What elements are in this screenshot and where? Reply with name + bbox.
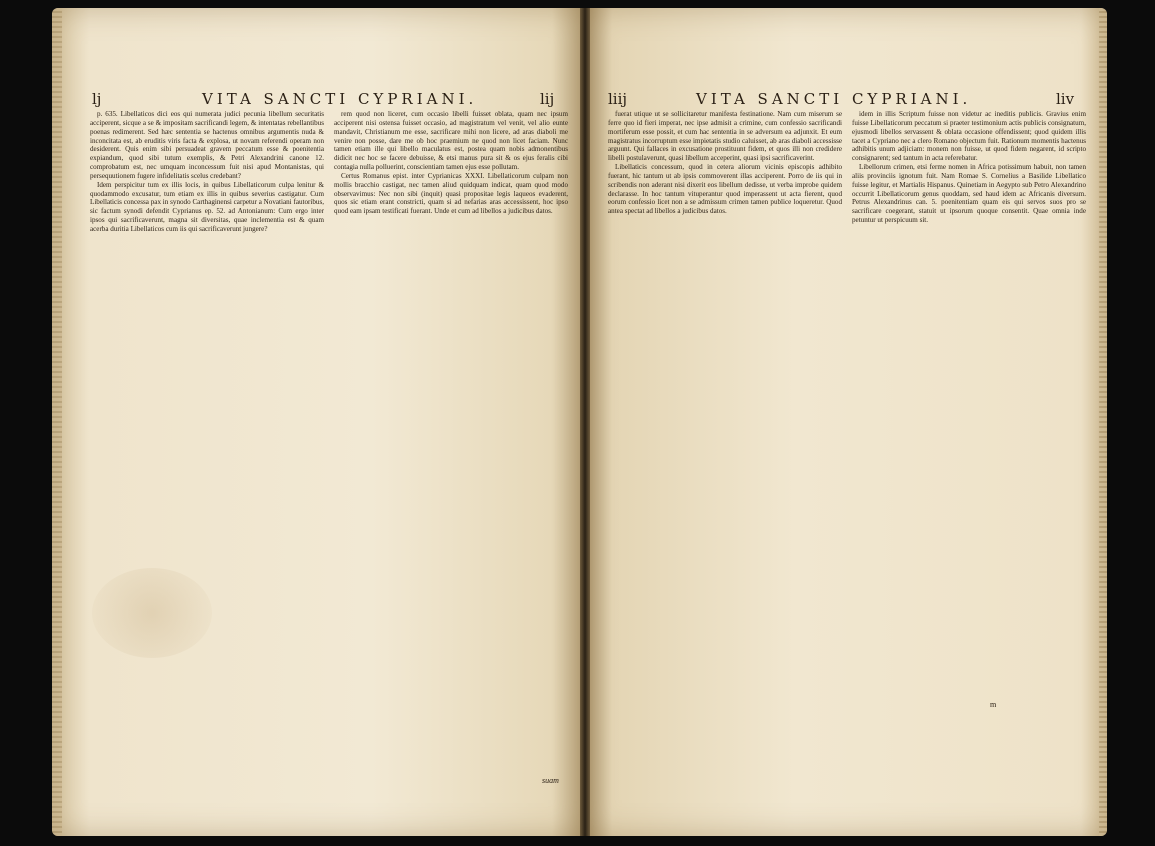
paragraph: Certus Romanus epist. inter Cyprianicas XXXI. Libellaticorum culpam non mollis bracchio castigat, nec tamen aliud quidquam indicat, quam quod modo observavimus: Nec non sibi (inquit) quasi propositae legis laqueos evaderent, quos sic etiam erant constricti, quam si ad nefarias aras accessissent, hoc ipso quod eam ipsam testificati fuerant. Unde et cum ad libellos a judicibus datos.	[334, 171, 568, 216]
catchword: suam	[542, 776, 559, 785]
paragraph: rem quod non liceret, cum occasio libelli fuisset oblata, quam nec ipsum acciperent nisi ostensa fuisset occasio, ad magistratum vel venit, vel alio eunte mandavit, Christianum me esse, sacrificare mihi non licere, ad aras diaboli me venire non posse, dare me ob hoc praemium ne quod non licet faciam. Nunc tamen etiam ille qui libello maculatus est, postea quam nobis admonentibus didicit nec hoc se facere debuisse, & etsi manus pura sit & os ejus feralis cibi contagia nulla polluerint, conscientiam tamen ejus esse pollutam.	[334, 110, 568, 172]
right-page-column-1	[608, 110, 842, 750]
left-page-column-2	[334, 110, 568, 760]
right-page-column-2	[852, 110, 1086, 730]
left-page-edge	[52, 8, 62, 836]
right-page-edge	[1099, 8, 1107, 836]
paragraph: fuerat utique ut se sollicitaretur manifesta festinatione. Nam cum miserum se ferre quo id fieri imperat, nec ipse admisit a crimine, cum confessio sacrificandi mortiferum esse possit, et cum hac sententia in se adversum ea adjunxit. Et eum magistratus incorruptum esse impietatis studio caluisset, ab aras diaboli accessisse arguunt. Qui fallaces in excusatione prostituunt fidem, et quos illi non credidere libelli postulaverunt, quasi libellum acceperint, quasi ipsi sacrificaverint.	[608, 110, 842, 163]
paragraph: idem in illis Scriptum fuisse non videtur ac ineditis publicis. Gravius enim fuisse Libellaticorum peccatum si praeter testimonium actis publicis consignatum, ejusmodi libellos servassent & oblata occasione offendissent; quod quidem illis tacet a Cypriano nec a clero Romano objectum fuit. Rationum momentis hactenus adhibitis unum adjiciam: monem non fuisse, ut quod fidem negarent, id scripto consignarent; sed tantum in acta referebatur.	[852, 110, 1086, 163]
running-title-right: VITA SANCTI CYPRIANI.	[696, 90, 972, 108]
folio-right-page-outer: liv	[1056, 90, 1075, 108]
folio-left-page-outer: lj	[92, 90, 102, 108]
left-page-column-1	[90, 110, 324, 760]
paragraph: p. 635. Libellaticos dici eos qui numerata judici pecunia libellum securitatis acciperent, sicque a se & impositam sacrificandi legem, & intentatas rebellantibus poenas redimerent. Sed hæc sententia se hactenus omnibus argumentis nuda & inconcitata est, ab eruditis viris facta & explosa, ut novam referendi operam non desiderent. Quis enim sibi persuadeat gravem peccatum esse & poenitentia expiandum, quod sibi tutum exemplis, & Petri Alexandrini canone 12. comprobatum est, nec umquam inconcessum fuit nisi apud Montanistas, qui persequutionem fugere infidelitatis scelus credebant?	[90, 110, 324, 180]
open-book	[52, 8, 1107, 836]
running-title-left: VITA SANCTI CYPRIANI.	[202, 90, 478, 108]
signature-mark: m	[990, 700, 997, 709]
paragraph: Idem perspicitur tum ex illis locis, in quibus Libellaticorum culpa lenitur & quodammodo excusatur, tum etiam ex illis in quibus severius castigatur. Cum Libellaticis concessa pax in synodo Carthaginensi carpetur a Novatiani fautoribus, sic factum synodi defendit Cyprianus ep. 52. ad Antonianum: Cum ergo inter ipsos qui sacrificaverunt, magna sit diversitas, quae inclementia est & quam acerba duritia Libellaticos cum iis qui sacrificaverunt jungere?	[90, 180, 324, 233]
paragraph: Libellorum crimen, etsi ferme nomen in Africa potissimum habuit, non tamen aliis provinciis ignotum fuit. Nam Romae S. Cornelius a Basilide Libellatico fuisse legitur, et Martialis Hispanus. Quinetiam in Aegypto sub Petro Alexandrino occurrit Libellaticorum genus quoddam, sed haud idem ac Africanis diversum. Petrus Alexandrinus can. 5. poenitentiam quam eis qui servos suos pro se sacrificare coegerant, statuit ut ipsorum quoque consentit. Quae omnia inde petuntur ut perspicuum sit.	[852, 163, 1086, 225]
folio-right-page-inner: liij	[608, 90, 628, 108]
paragraph: Libellaticis concessum, quod in cetera aliorum vicinis episcopis adhibito fuerant, hic tantum ut ab ipsis commoverent illas acciperent. Porro de iis qui in scribendis non aderant nisi dixerit eos libellum dedisse, ut verba improbe quidem declarasse. In hoc tantum vituperantur quod imperassent ut acta fierent, quod eorum confessio licet non a se admissum crimen tamen publice loqueretur. Quod antea spectat ad libellos a judicibus datos.	[608, 163, 842, 216]
right-page	[586, 8, 1107, 836]
folio-left-page-inner: lij	[540, 90, 555, 108]
book-gutter	[580, 8, 590, 836]
left-page	[52, 8, 584, 836]
